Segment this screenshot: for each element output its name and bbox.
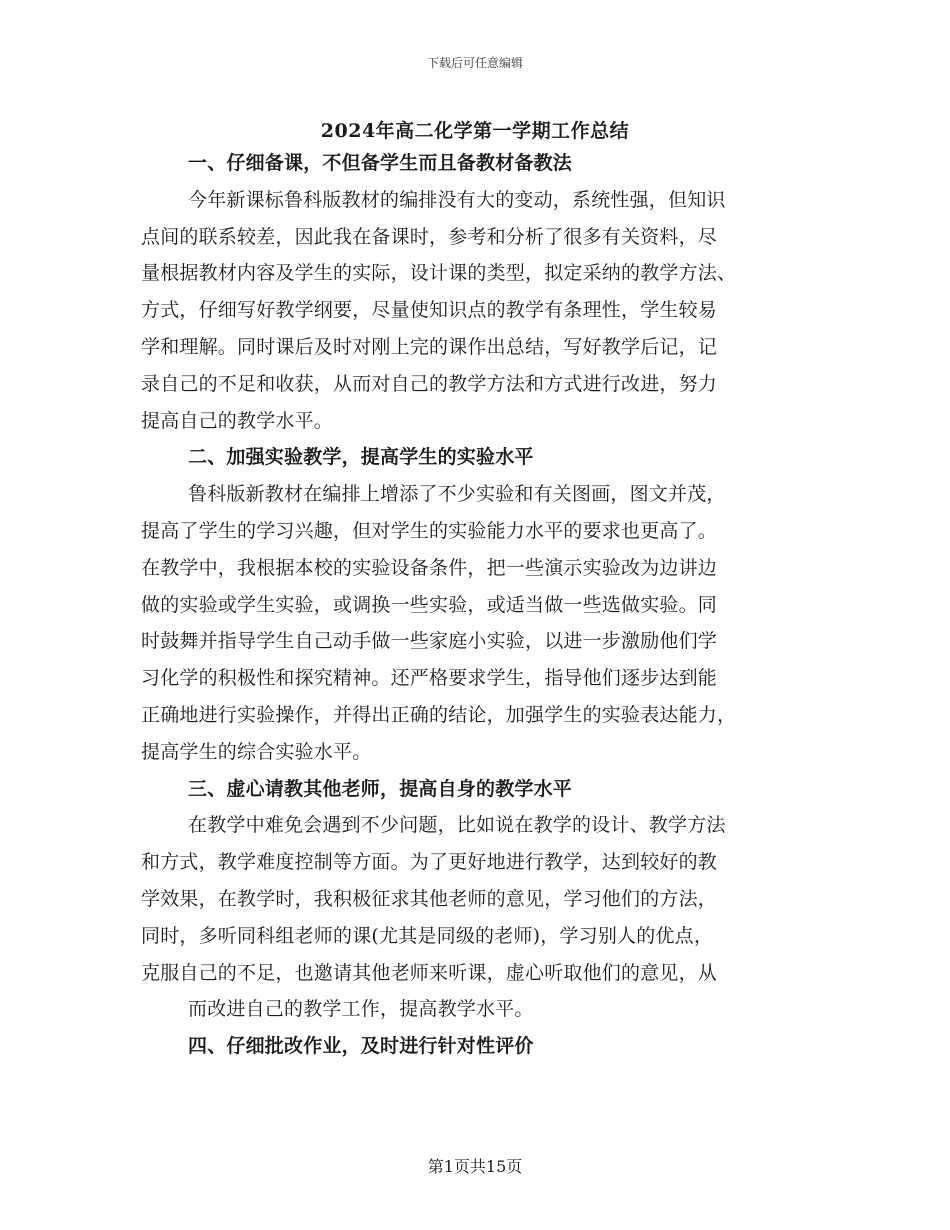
paragraph-line: 学效果，在教学时，我积极征求其他老师的意见，学习他们的方法， bbox=[141, 887, 718, 910]
page-header-note: 下载后可任意编辑 bbox=[426, 56, 523, 70]
paragraph-line: 和方式，教学难度控制等方面。为了更好地进行教学，达到较好的教 bbox=[141, 851, 718, 874]
paragraph-line: 录自己的不足和收获，从而对自己的教学方法和方式进行改进，努力 bbox=[141, 372, 718, 395]
paragraph-line: 正确地进行实验操作，并得出正确的结论，加强学生的实验表达能力， bbox=[141, 703, 737, 726]
paragraph-line: 学和理解。同时课后及时对刚上完的课作出总结，写好教学后记，记 bbox=[141, 335, 718, 358]
document-body bbox=[141, 145, 811, 1065]
section-heading-3: 三、虚心请教其他老师，提高自身的教学水平 bbox=[188, 777, 573, 800]
paragraph-line: 点间的联系较差，因此我在备课时，参考和分析了很多有关资料，尽 bbox=[141, 225, 718, 248]
paragraph-line: 在教学中难免会遇到不少问题，比如说在教学的设计、教学方法 bbox=[188, 814, 726, 837]
paragraph-line: 方式，仔细写好教学纲要，尽量使知识点的教学有条理性，学生较易 bbox=[141, 299, 718, 322]
document-title: 2024年高二化学第一学期工作总结 bbox=[320, 120, 630, 142]
paragraph-line: 而改进自己的教学工作，提高教学水平。 bbox=[188, 998, 534, 1021]
page-number: 第1页共15页 bbox=[427, 1157, 523, 1176]
paragraph-line: 在教学中，我根据本校的实验设备条件，把一些演示实验改为边讲边 bbox=[141, 556, 718, 579]
paragraph-line: 习化学的积极性和探究精神。还严格要求学生，指导他们逐步达到能 bbox=[141, 667, 718, 690]
paragraph-line: 做的实验或学生实验，或调换一些实验，或适当做一些选做实验。同 bbox=[141, 593, 718, 616]
paragraph-line: 鲁科版新教材在编排上增添了不少实验和有关图画，图文并茂， bbox=[188, 483, 726, 506]
paragraph-line: 同时，多听同科组老师的课(尤其是同级的老师)，学习别人的优点， bbox=[141, 924, 714, 947]
paragraph-line: 提高了学生的学习兴趣，但对学生的实验能力水平的要求也更高了。 bbox=[141, 519, 718, 542]
paragraph-line: 量根据教材内容及学生的实际，设计课的类型，拟定采纳的教学方法、 bbox=[141, 262, 737, 285]
paragraph-line: 克服自己的不足，也邀请其他老师来听课，虚心听取他们的意见，从 bbox=[141, 961, 718, 984]
paragraph-line: 提高学生的综合实验水平。 bbox=[141, 740, 372, 763]
paragraph-line: 时鼓舞并指导学生自己动手做一些家庭小实验，以进一步激励他们学 bbox=[141, 630, 718, 653]
section-heading-4: 四、仔细批改作业，及时进行针对性评价 bbox=[188, 1035, 534, 1058]
section-heading-1: 一、仔细备课，不但备学生而且备教材备教法 bbox=[188, 152, 573, 174]
section-heading-2: 二、加强实验教学，提高学生的实验水平 bbox=[188, 446, 534, 469]
paragraph-line: 今年新课标鲁科版教材的编排没有大的变动，系统性强，但知识 bbox=[188, 188, 726, 211]
paragraph-line: 提高自己的教学水平。 bbox=[141, 409, 334, 432]
